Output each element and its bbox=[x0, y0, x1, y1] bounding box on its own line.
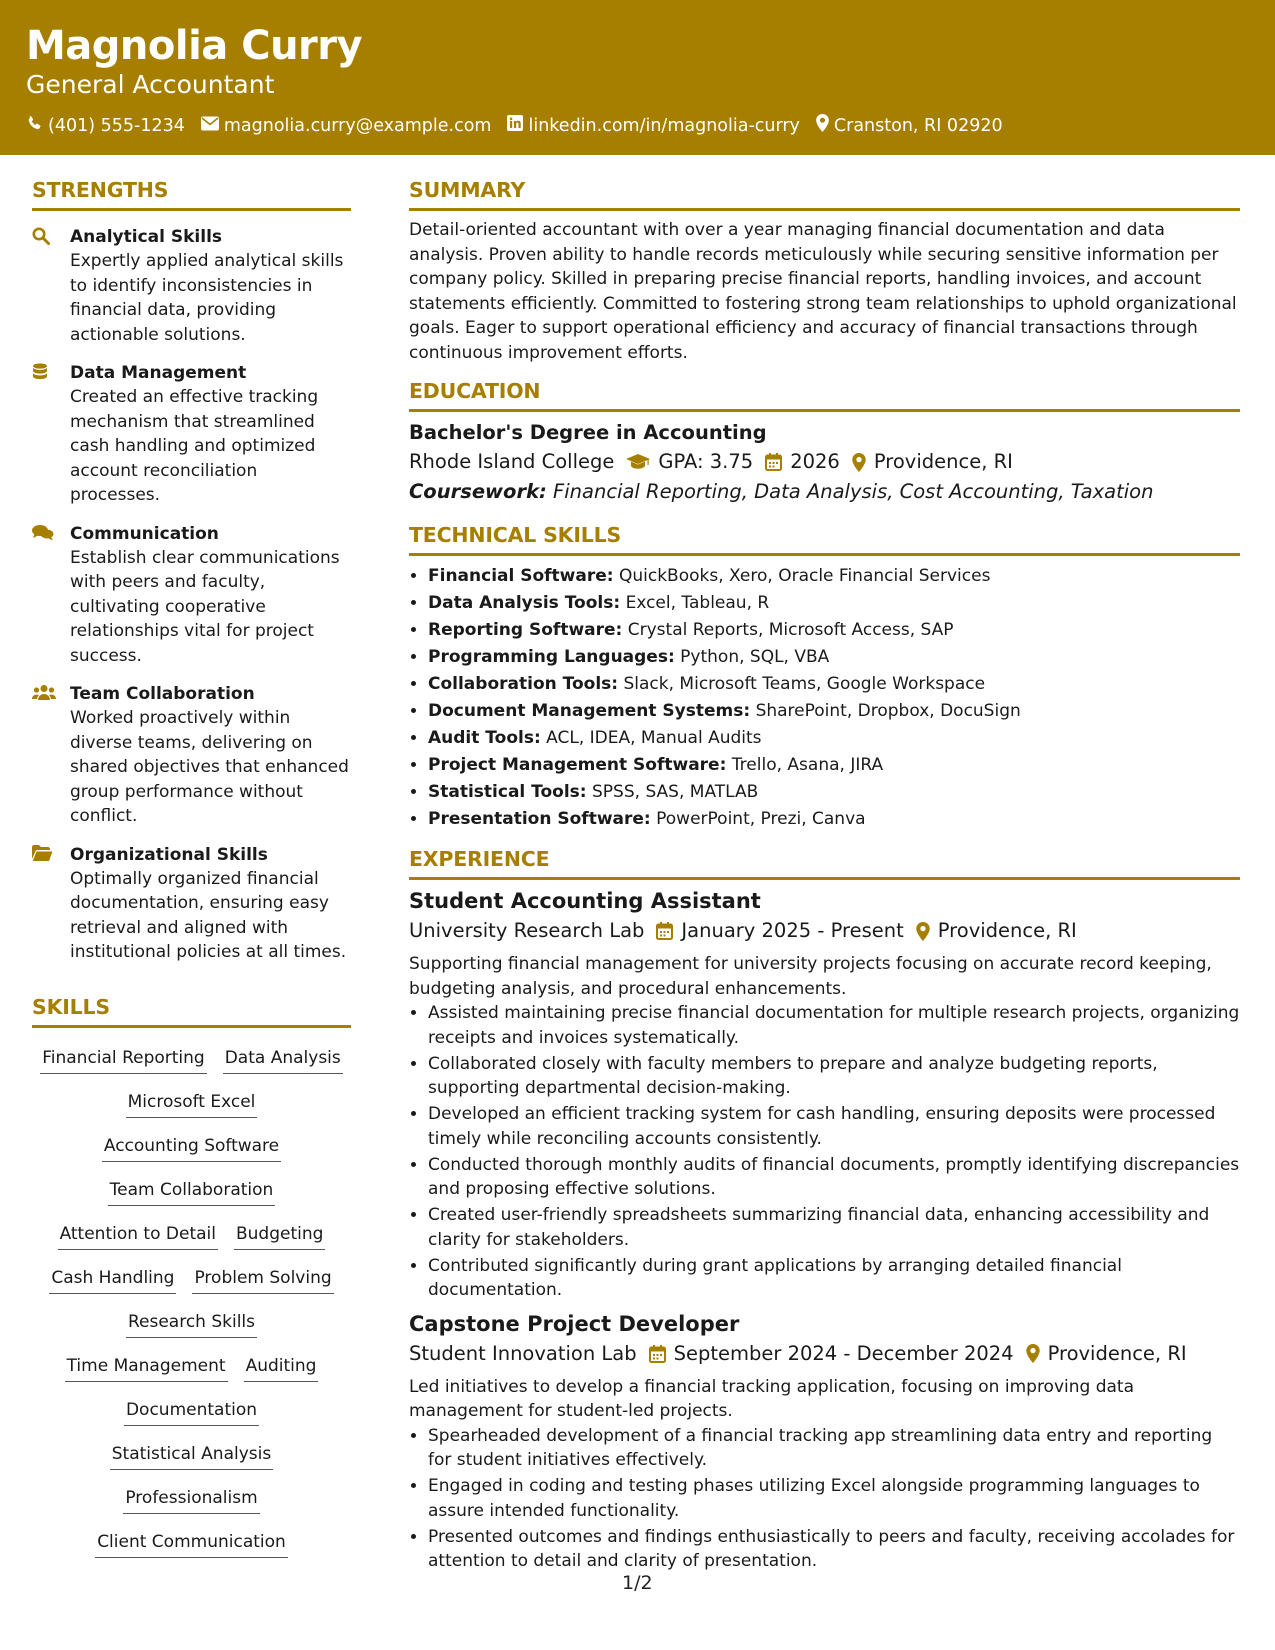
tech-label: Presentation Software: bbox=[428, 809, 651, 829]
graduation-cap-icon bbox=[626, 454, 650, 470]
tech-label: Data Analysis Tools: bbox=[428, 593, 621, 613]
tech-value: Excel, Tableau, R bbox=[625, 593, 770, 613]
skill-tag: Research Skills bbox=[126, 1309, 257, 1338]
list-item bbox=[428, 806, 1240, 833]
map-marker-icon bbox=[1026, 1344, 1040, 1363]
job-dates: September 2024 - December 2024 bbox=[673, 1341, 1014, 1365]
job-org: University Research Lab bbox=[409, 919, 645, 942]
linkedin-icon bbox=[507, 115, 528, 136]
strength-title: Analytical Skills bbox=[70, 227, 223, 247]
list-item: • Engaged in coding and testing phases utilizing Excel alongside programming languages to assure intended functionality. bbox=[428, 1474, 1240, 1523]
coursework-label: Coursework: bbox=[409, 480, 547, 503]
job-meta bbox=[409, 1339, 1240, 1369]
database-icon bbox=[32, 361, 70, 508]
strength-desc: Created an effective tracking mechanism that streamlined cash handling and optimized account reconciliation processes. bbox=[70, 387, 319, 505]
map-marker-icon bbox=[916, 922, 930, 941]
right-column bbox=[409, 176, 1240, 1575]
map-marker-icon bbox=[816, 114, 834, 137]
job-dates: January 2025 - Present bbox=[681, 919, 904, 942]
strength-title: Team Collaboration bbox=[70, 684, 255, 704]
list-item: • Spearheaded development of a financial tracking app streamlining data entry and reporting for student initiatives effectively. bbox=[428, 1424, 1240, 1473]
tech-value: SPSS, SAS, MATLAB bbox=[592, 782, 759, 802]
gpa-text: GPA: 3.75 bbox=[658, 450, 754, 473]
candidate-name: Magnolia Curry bbox=[26, 23, 363, 69]
technical-skills-list bbox=[409, 563, 1240, 833]
tech-label: Financial Software: bbox=[428, 566, 614, 586]
strength-item bbox=[32, 843, 351, 965]
tech-value: SharePoint, Dropbox, DocuSign bbox=[755, 701, 1021, 721]
job-bullets bbox=[409, 1424, 1240, 1574]
strength-title: Organizational Skills bbox=[70, 844, 268, 865]
tech-label: Audit Tools: bbox=[428, 728, 541, 748]
strength-desc: Expertly applied analytical skills to identify inconsistencies in financial data, providing actionable solutions. bbox=[70, 251, 344, 345]
skill-tag: Attention to Detail bbox=[58, 1221, 218, 1250]
envelope-icon bbox=[201, 116, 224, 136]
strength-desc: Optimally organized financial documentation, ensuring easy retrieval and aligned with institutional policies at all times. bbox=[70, 868, 347, 962]
experience-heading: EXPERIENCE bbox=[409, 845, 1240, 880]
coursework-list: Financial Reporting, Data Analysis, Cost Accounting, Taxation bbox=[553, 480, 1154, 503]
skill-tag: Auditing bbox=[244, 1353, 319, 1382]
email-link[interactable]: magnolia.curry@example.com bbox=[223, 115, 492, 136]
contact-bar bbox=[26, 114, 1275, 137]
calendar-icon bbox=[649, 1345, 666, 1363]
list-item: • Contributed significantly during grant applications by arranging detailed financial documentation. bbox=[428, 1254, 1240, 1303]
job-entry bbox=[409, 1309, 1240, 1574]
tech-label: Collaboration Tools: bbox=[428, 674, 619, 694]
skill-tag: Microsoft Excel bbox=[126, 1089, 258, 1118]
page-number: 1/2 bbox=[622, 1572, 653, 1594]
calendar-icon bbox=[656, 922, 673, 940]
tech-label: Project Management Software: bbox=[428, 755, 727, 775]
tech-label: Statistical Tools: bbox=[428, 782, 587, 802]
contact-phone bbox=[26, 115, 185, 137]
tech-value: ACL, IDEA, Manual Audits bbox=[546, 728, 762, 748]
coursework-line bbox=[409, 477, 1240, 507]
job-entry bbox=[409, 886, 1240, 1303]
map-marker-icon bbox=[852, 453, 866, 472]
list-item: • Conducted thorough monthly audits of financial documents, promptly identifying discrepancies and proposing effective solutions. bbox=[428, 1153, 1240, 1202]
job-bullets bbox=[409, 1001, 1240, 1303]
list-item bbox=[428, 698, 1240, 725]
list-item: • Collaborated closely with faculty members to prepare and analyze budgeting reports, supporting departmental decision-making. bbox=[428, 1052, 1240, 1101]
skill-tag: Accounting Software bbox=[102, 1133, 281, 1162]
job-meta bbox=[409, 916, 1240, 946]
skill-tag: Documentation bbox=[124, 1397, 259, 1426]
contact-linkedin bbox=[507, 115, 799, 136]
job-description: Led initiatives to develop a financial tracking application, focusing on improving data management for student-led projects. bbox=[409, 1376, 1134, 1421]
strength-item bbox=[32, 522, 351, 669]
summary-text: Detail-oriented accountant with over a year managing financial documentation and data analysis. Proven ability to handle records meticulously while securing sensitive information per company policy. Skilled in preparing precise financial reports, handling invoices, and account statements efficiently. Committed to fostering strong team relationships to uphold organizational goals. Eager to support operational efficiency and accuracy of financial transactions through continuous improvement efforts. bbox=[409, 220, 1237, 363]
left-column bbox=[32, 176, 351, 1564]
technical-skills-heading: TECHNICAL SKILLS bbox=[409, 521, 1240, 556]
skill-tag: Professionalism bbox=[123, 1485, 259, 1514]
job-title: Student Accounting Assistant bbox=[409, 889, 761, 913]
search-icon bbox=[32, 225, 70, 347]
job-location: Providence, RI bbox=[937, 919, 1077, 942]
list-item: • Developed an efficient tracking system for cash handling, ensuring deposits were processed timely while reconciling accounts consistently. bbox=[428, 1102, 1240, 1151]
list-item: • Assisted maintaining precise financial documentation for multiple research projects, organizing receipts and invoices systematically. bbox=[428, 1001, 1240, 1050]
tech-value: Trello, Asana, JIRA bbox=[731, 755, 884, 775]
summary-heading: SUMMARY bbox=[409, 176, 1240, 211]
tech-label: Document Management Systems: bbox=[428, 701, 751, 721]
list-item: • Created user-friendly spreadsheets summarizing financial data, enhancing accessibility and clarity for stakeholders. bbox=[428, 1203, 1240, 1252]
skill-tag: Statistical Analysis bbox=[110, 1441, 273, 1470]
strength-desc: Establish clear communications with peers and faculty, cultivating cooperative relationships vital for project success. bbox=[70, 547, 340, 666]
users-icon bbox=[32, 682, 70, 829]
list-item: • Presented outcomes and findings enthusiastically to peers and faculty, receiving accolades for attention to detail and clarity of presentation. bbox=[428, 1525, 1240, 1574]
job-description: Supporting financial management for university projects focusing on accurate record keeping, budgeting analysis, and procedural enhancements. bbox=[409, 954, 1212, 999]
strength-title: Data Management bbox=[70, 363, 247, 383]
candidate-title: General Accountant bbox=[26, 70, 275, 99]
list-item bbox=[428, 563, 1240, 590]
skills-heading: SKILLS bbox=[32, 993, 351, 1028]
tech-value: Python, SQL, VBA bbox=[680, 647, 830, 667]
job-org: Student Innovation Lab bbox=[409, 1341, 637, 1365]
list-item bbox=[428, 752, 1240, 779]
strength-item bbox=[32, 225, 351, 347]
education-heading: EDUCATION bbox=[409, 377, 1240, 412]
strengths-heading: STRENGTHS bbox=[32, 176, 351, 211]
tech-value: Slack, Microsoft Teams, Google Workspace bbox=[623, 674, 986, 694]
strength-item bbox=[32, 682, 351, 829]
tech-label: Programming Languages: bbox=[428, 647, 675, 667]
phone-text[interactable]: (401) 555-1234 bbox=[48, 115, 185, 136]
skill-tag: Client Communication bbox=[95, 1529, 288, 1558]
education-meta bbox=[409, 447, 1240, 477]
list-item bbox=[428, 725, 1240, 752]
skill-tag: Financial Reporting bbox=[40, 1045, 207, 1074]
list-item bbox=[428, 671, 1240, 698]
strength-title: Communication bbox=[70, 523, 219, 544]
contact-email bbox=[201, 116, 492, 136]
list-item bbox=[428, 617, 1240, 644]
contact-location bbox=[816, 114, 1003, 137]
tech-value: PowerPoint, Prezi, Canva bbox=[656, 809, 866, 829]
list-item bbox=[428, 590, 1240, 617]
phone-icon bbox=[26, 115, 48, 137]
skill-tag: Budgeting bbox=[234, 1221, 325, 1250]
skill-tag: Team Collaboration bbox=[108, 1177, 276, 1206]
comments-icon bbox=[32, 522, 70, 669]
strength-desc: Worked proactively within diverse teams, delivering on shared objectives that enhanced group performance without conflict. bbox=[70, 708, 349, 826]
tech-label: Reporting Software: bbox=[428, 620, 623, 640]
school-name: Rhode Island College bbox=[409, 450, 615, 473]
skill-tag: Data Analysis bbox=[223, 1045, 343, 1074]
job-location: Providence, RI bbox=[1047, 1341, 1187, 1365]
skill-tag: Problem Solving bbox=[192, 1265, 333, 1294]
graduation-year: 2026 bbox=[790, 450, 840, 473]
folder-open-icon bbox=[32, 843, 70, 965]
skill-tag: Time Management bbox=[65, 1353, 228, 1382]
tech-value: QuickBooks, Xero, Oracle Financial Services bbox=[618, 566, 991, 586]
linkedin-link[interactable]: linkedin.com/in/magnolia-curry bbox=[528, 115, 800, 136]
education-location: Providence, RI bbox=[873, 450, 1013, 473]
skill-tag: Cash Handling bbox=[49, 1265, 176, 1294]
job-title: Capstone Project Developer bbox=[409, 1311, 740, 1336]
tech-value: Crystal Reports, Microsoft Access, SAP bbox=[627, 620, 954, 640]
location-text: Cranston, RI 02920 bbox=[833, 115, 1003, 136]
degree-title: Bachelor's Degree in Accounting bbox=[409, 421, 767, 444]
list-item bbox=[428, 779, 1240, 806]
list-item bbox=[428, 644, 1240, 671]
resume-header bbox=[0, 0, 1275, 155]
calendar-icon bbox=[765, 453, 782, 471]
skills-list bbox=[32, 1028, 351, 1564]
strength-item bbox=[32, 361, 351, 508]
